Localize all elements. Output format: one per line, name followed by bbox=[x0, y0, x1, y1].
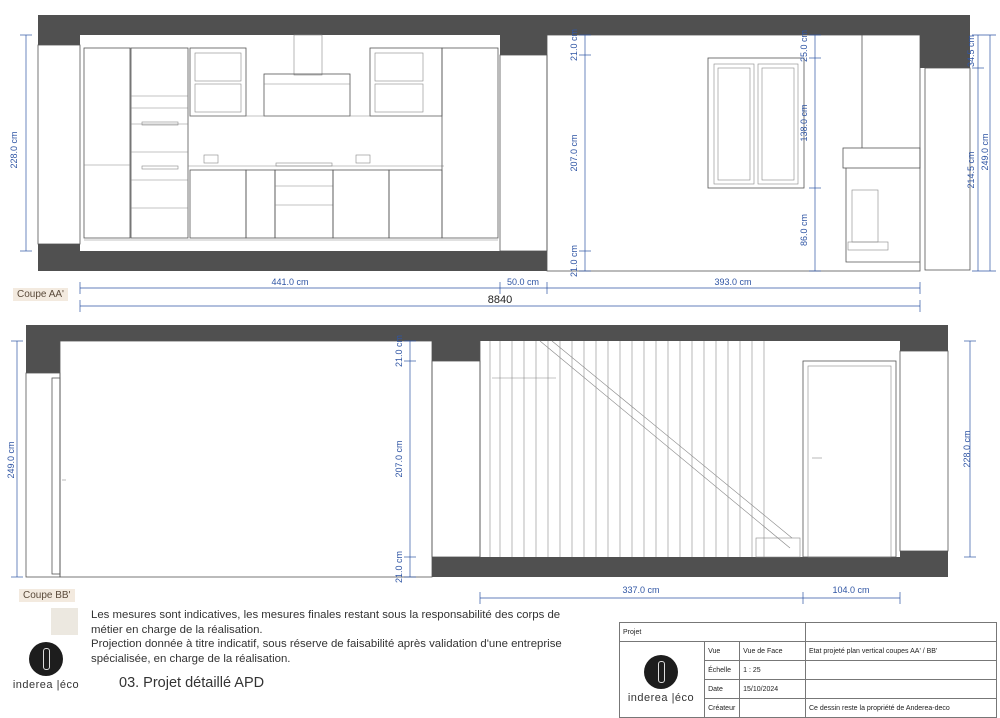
aa-v-bot: 21.0 cm bbox=[569, 244, 579, 278]
bb-left-height: 249.0 cm bbox=[6, 441, 16, 479]
aa-win-top: 25.0 cm bbox=[799, 29, 809, 63]
aa-v-top: 21.0 cm bbox=[569, 28, 579, 62]
bb-v-mid: 207.0 cm bbox=[394, 440, 404, 478]
aa-width-3: 393.0 cm bbox=[714, 277, 752, 287]
document-subtitle: 03. Projet détaillé APD bbox=[119, 675, 265, 691]
bb-v-bot: 21.0 cm bbox=[394, 550, 404, 584]
title-block-logo-icon bbox=[644, 655, 678, 689]
aa-total: 8840 bbox=[487, 294, 513, 306]
createur-value bbox=[740, 699, 806, 718]
vue-description: Etat projeté plan vertical coupes AA' / BB' bbox=[805, 642, 996, 661]
aa-left-height: 228.0 cm bbox=[9, 131, 19, 169]
bb-width-2: 104.0 cm bbox=[832, 585, 870, 595]
note-marker bbox=[51, 608, 78, 635]
disclaimer-notes bbox=[91, 608, 591, 666]
createur-label: Créateur bbox=[705, 699, 740, 718]
propriete-text: Ce dessin reste la propriété de Anderea-deco bbox=[805, 699, 996, 718]
date-label: Date bbox=[705, 680, 740, 699]
title-block bbox=[619, 622, 997, 718]
echelle-empty bbox=[805, 661, 996, 680]
echelle-label: Échelle bbox=[705, 661, 740, 680]
section-aa-label: Coupe AA' bbox=[13, 288, 68, 301]
section-bb bbox=[26, 325, 948, 577]
projet-value bbox=[805, 623, 996, 642]
section-bb-label: Coupe BB' bbox=[19, 589, 75, 602]
projet-label: Projet bbox=[620, 623, 806, 642]
date-empty bbox=[805, 680, 996, 699]
date-value: 15/10/2024 bbox=[740, 680, 806, 699]
aa-win-bot: 86.0 cm bbox=[799, 213, 809, 247]
note-line-1: Les mesures sont indicatives, les mesures finales restant sous la responsabilité des corps de métier en charge de la réalisation. bbox=[91, 609, 561, 636]
aa-r1: 34.5 cm bbox=[966, 34, 976, 68]
bb-right-height: 228.0 cm bbox=[962, 430, 972, 468]
brand-logo bbox=[6, 642, 86, 691]
logo-icon bbox=[29, 642, 63, 676]
aa-r3: 249.0 cm bbox=[980, 133, 990, 171]
echelle-value: 1 : 25 bbox=[740, 661, 806, 680]
title-block-brand: inderea |éco bbox=[627, 692, 695, 704]
title-block-logo bbox=[620, 642, 705, 718]
section-aa bbox=[38, 15, 970, 271]
aa-v-mid: 207.0 cm bbox=[569, 134, 579, 172]
vue-value: Vue de Face bbox=[740, 642, 806, 661]
bb-v-top: 21.0 cm bbox=[394, 334, 404, 368]
brand-name: inderea |éco bbox=[12, 679, 80, 691]
aa-width-1: 441.0 cm bbox=[271, 277, 309, 287]
bb-width-1: 337.0 cm bbox=[622, 585, 660, 595]
aa-win-mid: 138.0 cm bbox=[799, 104, 809, 142]
aa-width-2: 50.0 cm bbox=[506, 277, 540, 287]
aa-r2: 214.5 cm bbox=[966, 151, 976, 189]
vue-label: Vue bbox=[705, 642, 740, 661]
note-line-2: Projection donnée à titre indicatif, sous réserve de faisabilité après validation d'une entreprise spécialisée, en charge de la réalisation. bbox=[91, 638, 562, 665]
